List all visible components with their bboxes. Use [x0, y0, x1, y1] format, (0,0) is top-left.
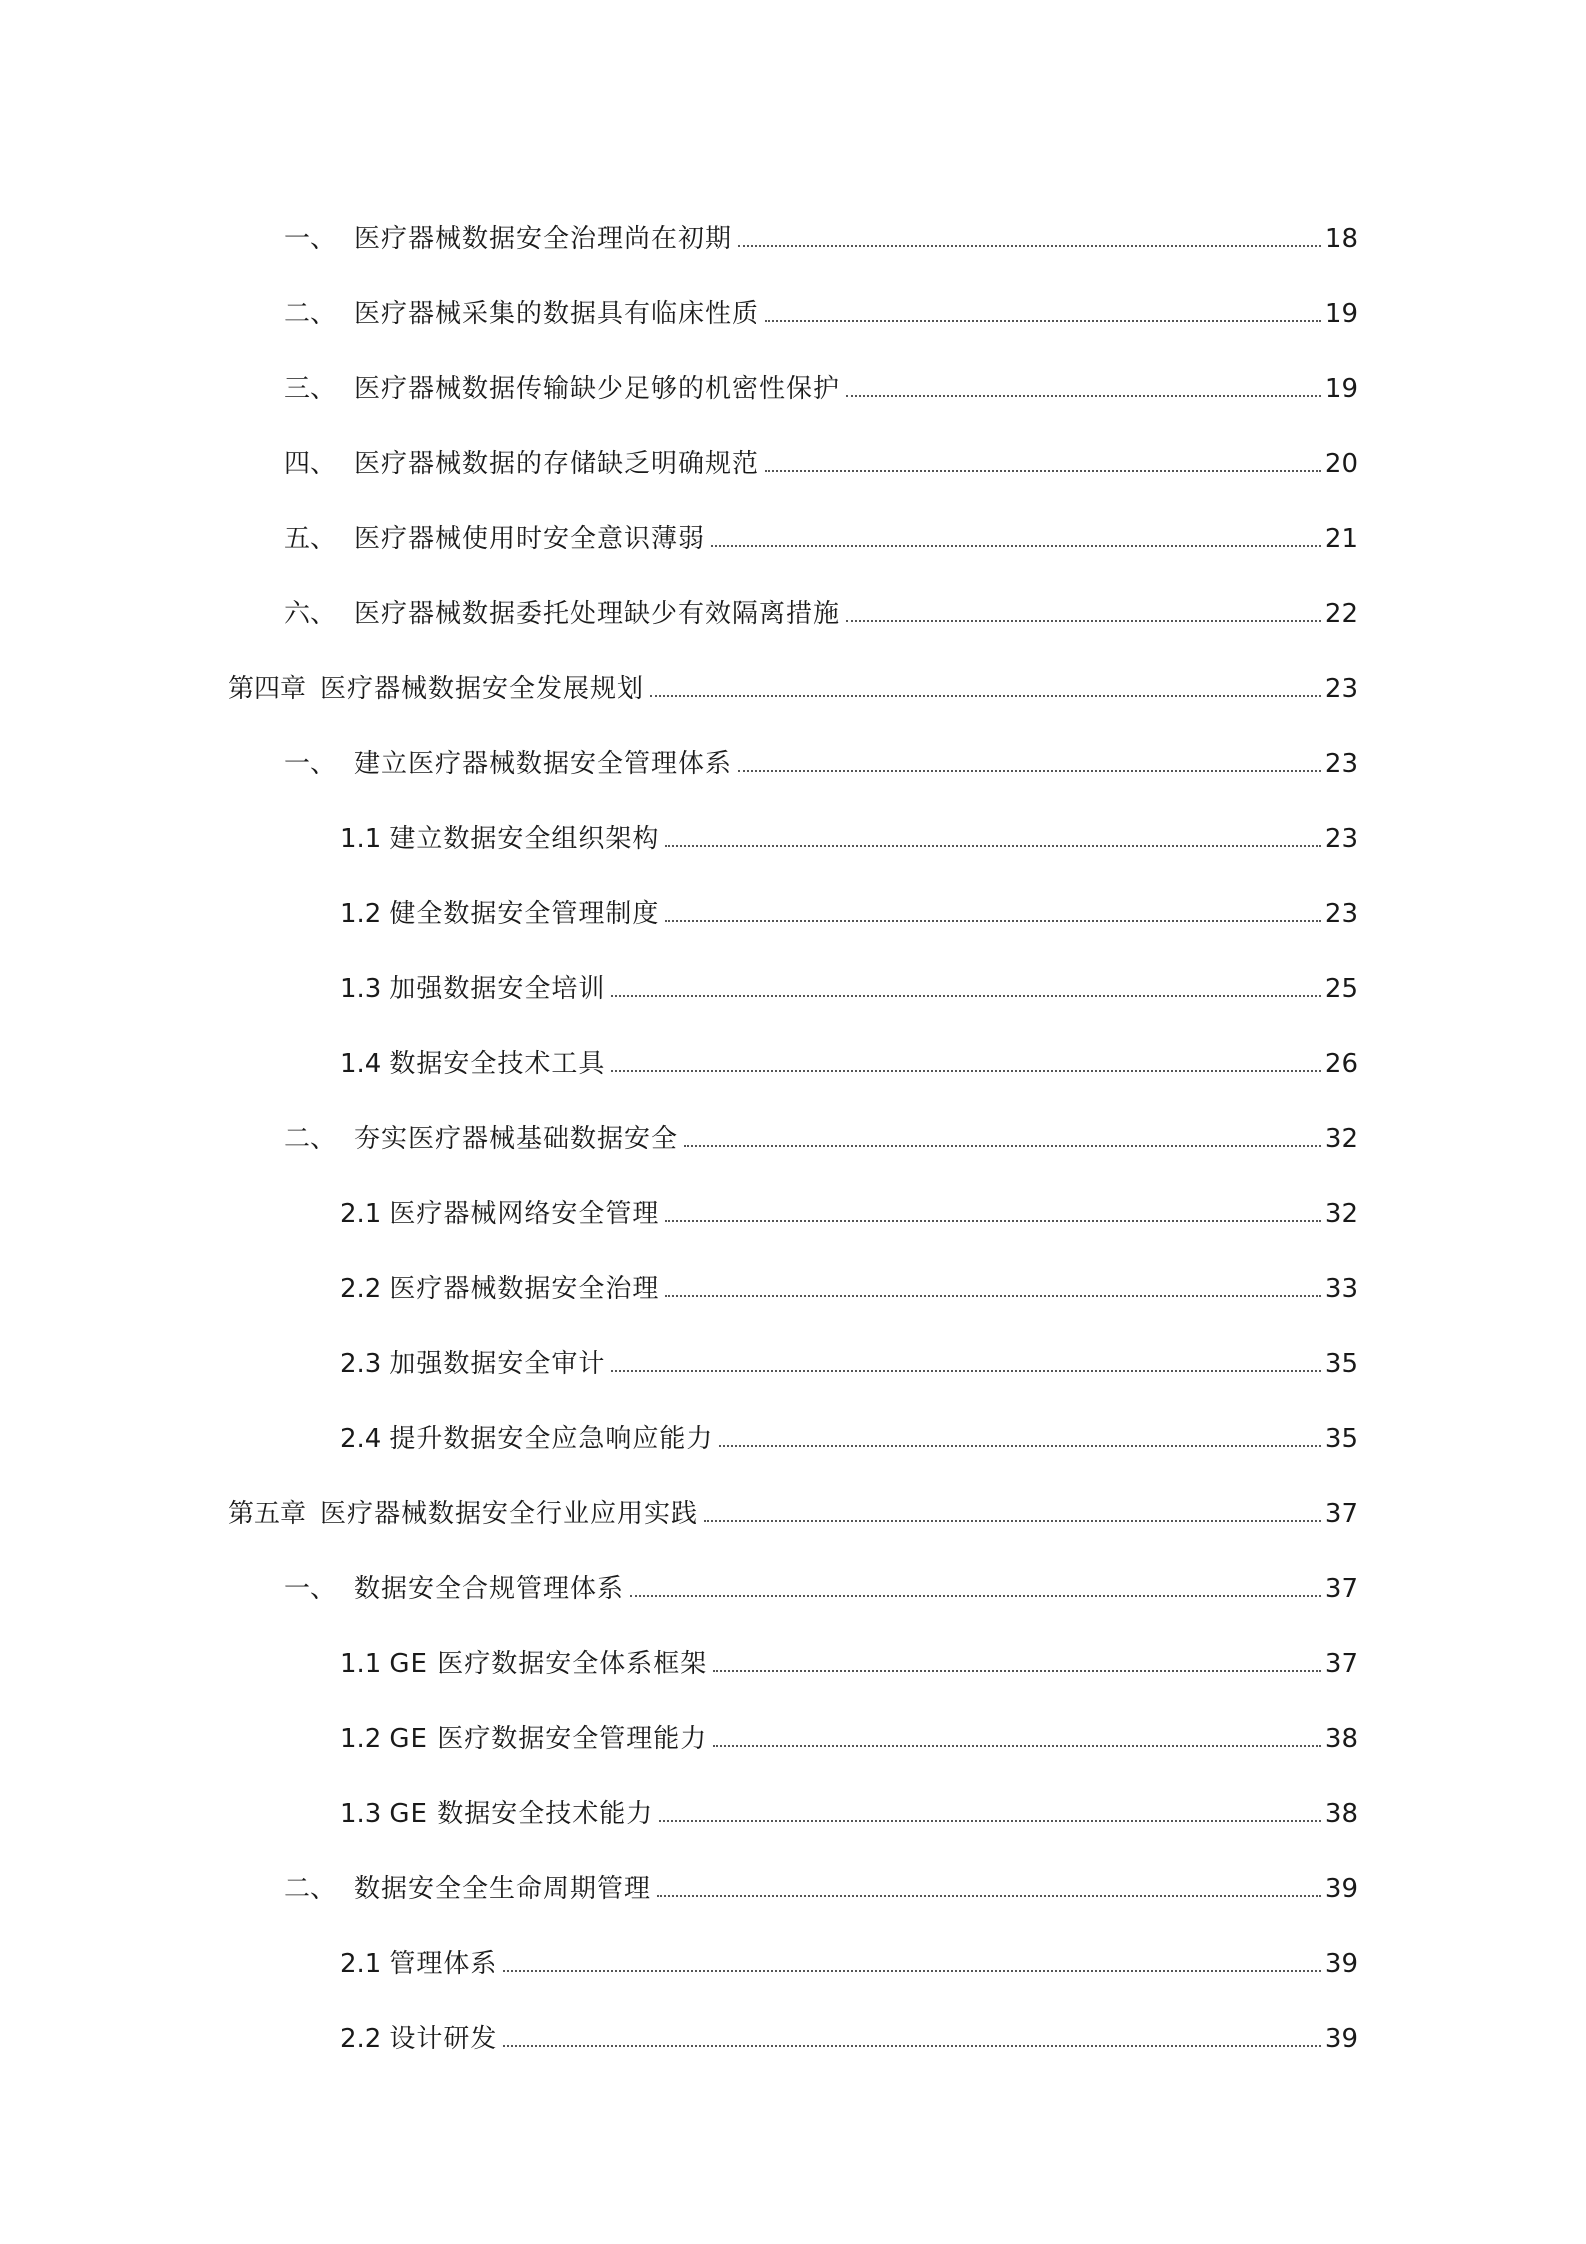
toc-entry-number: 一、 — [284, 224, 337, 254]
toc-subentry-number: 1.2 — [340, 899, 382, 929]
toc-entry-page: 22 — [1324, 599, 1358, 629]
toc-entry[interactable] — [0, 437, 1586, 512]
toc-entry-number: 二、 — [284, 1874, 337, 1904]
toc-subentry-title: 医疗器械网络安全管理 — [389, 1199, 660, 1229]
toc-entry[interactable] — [0, 737, 1586, 812]
toc-entry[interactable] — [0, 287, 1586, 362]
toc-entry-number: 三、 — [284, 374, 337, 404]
toc-subentry-number: 2.1 — [340, 1949, 382, 1979]
toc-entry[interactable] — [0, 512, 1586, 587]
toc-subentry[interactable] — [0, 1937, 1586, 2012]
toc-entry-page: 23 — [1324, 749, 1358, 779]
toc-subentry-number: 2.2 — [340, 1274, 382, 1304]
toc-subentry[interactable] — [0, 1037, 1586, 1112]
toc-entry-page: 18 — [1324, 224, 1358, 254]
toc-subentry-title: 加强数据安全培训 — [389, 974, 606, 1004]
toc-subentry[interactable] — [0, 812, 1586, 887]
toc-leader-dots — [503, 1970, 1321, 1972]
toc-leader-dots — [611, 995, 1321, 997]
toc-leader-dots — [665, 845, 1321, 847]
toc-entry-page: 26 — [1324, 1049, 1358, 1079]
toc-entry-title: 医疗器械数据的存储缺乏明确规范 — [354, 449, 760, 479]
toc-entry-page: 35 — [1324, 1349, 1358, 1379]
toc-entry-title: 数据安全全生命周期管理 — [354, 1874, 652, 1904]
toc-entry-page: 35 — [1324, 1424, 1358, 1454]
toc-entry-title: 医疗器械采集的数据具有临床性质 — [354, 299, 760, 329]
toc-subentry[interactable] — [0, 962, 1586, 1037]
toc-entry-number: 一、 — [284, 1574, 337, 1604]
toc-subentry-title: GE 数据安全技术能力 — [389, 1799, 654, 1829]
toc-entry-page: 39 — [1324, 1949, 1358, 1979]
toc-entry[interactable] — [0, 212, 1586, 287]
toc-entry-page: 23 — [1324, 824, 1358, 854]
toc-subentry-title: 设计研发 — [389, 2024, 498, 2054]
toc-leader-dots — [719, 1445, 1321, 1447]
toc-subentry-title: 医疗器械数据安全治理 — [389, 1274, 660, 1304]
toc-entry-page: 23 — [1324, 674, 1358, 704]
toc-leader-dots — [659, 1820, 1321, 1822]
toc-subentry-title: 加强数据安全审计 — [389, 1349, 606, 1379]
toc-entry-page: 32 — [1324, 1199, 1358, 1229]
toc-entry[interactable] — [0, 1862, 1586, 1937]
toc-chapter-number: 第五章 — [228, 1499, 307, 1529]
toc-entry-title: 数据安全合规管理体系 — [354, 1574, 625, 1604]
toc-subentry[interactable] — [0, 1712, 1586, 1787]
toc-entry-title: 医疗器械数据安全治理尚在初期 — [354, 224, 733, 254]
toc-entry-page: 39 — [1324, 2024, 1358, 2054]
toc-entry[interactable] — [0, 1112, 1586, 1187]
toc-subentry[interactable] — [0, 1787, 1586, 1862]
toc-entry-title: 建立医疗器械数据安全管理体系 — [354, 749, 733, 779]
toc-subentry-number: 1.3 — [340, 1799, 382, 1829]
toc-entry-title: 夯实医疗器械基础数据安全 — [354, 1124, 679, 1154]
toc-entry[interactable] — [0, 587, 1586, 662]
toc-chapter-title: 医疗器械数据安全行业应用实践 — [320, 1499, 699, 1529]
toc-entry-page: 19 — [1324, 299, 1358, 329]
toc-entry-page: 21 — [1324, 524, 1358, 554]
toc-entry-number: 二、 — [284, 1124, 337, 1154]
toc-subentry-number: 1.3 — [340, 974, 382, 1004]
toc-subentry[interactable] — [0, 1337, 1586, 1412]
toc-subentry-title: 提升数据安全应急响应能力 — [389, 1424, 714, 1454]
toc-entry-number: 六、 — [284, 599, 337, 629]
toc-subentry[interactable] — [0, 1262, 1586, 1337]
toc-subentry-number: 2.1 — [340, 1199, 382, 1229]
toc-chapter-title: 医疗器械数据安全发展规划 — [320, 674, 645, 704]
toc-entry-page: 37 — [1324, 1574, 1358, 1604]
toc-entry-page: 38 — [1324, 1724, 1358, 1754]
toc-leader-dots — [650, 695, 1321, 697]
toc-subentry-number: 2.2 — [340, 2024, 382, 2054]
toc-subentry[interactable] — [0, 887, 1586, 962]
table-of-contents — [0, 212, 1586, 2087]
toc-subentry-title: GE 医疗数据安全管理能力 — [389, 1724, 708, 1754]
toc-entry-number: 五、 — [284, 524, 337, 554]
toc-leader-dots — [665, 1295, 1321, 1297]
toc-entry-number: 一、 — [284, 749, 337, 779]
toc-subentry-number: 2.3 — [340, 1349, 382, 1379]
toc-subentry-title: 建立数据安全组织架构 — [389, 824, 660, 854]
toc-entry-number: 四、 — [284, 449, 337, 479]
toc-chapter-number: 第四章 — [228, 674, 307, 704]
toc-chapter-entry[interactable] — [0, 662, 1586, 737]
toc-leader-dots — [665, 920, 1321, 922]
toc-entry-title: 医疗器械数据委托处理缺少有效隔离措施 — [354, 599, 841, 629]
toc-entry-page: 38 — [1324, 1799, 1358, 1829]
toc-subentry-number: 1.4 — [340, 1049, 382, 1079]
toc-leader-dots — [503, 2045, 1321, 2047]
toc-leader-dots — [611, 1070, 1321, 1072]
toc-subentry-number: 1.1 — [340, 1649, 382, 1679]
toc-entry-page: 37 — [1324, 1649, 1358, 1679]
toc-entry-page: 19 — [1324, 374, 1358, 404]
toc-leader-dots — [665, 1220, 1321, 1222]
toc-leader-dots — [630, 1595, 1321, 1597]
toc-leader-dots — [765, 470, 1321, 472]
toc-leader-dots — [765, 320, 1321, 322]
toc-chapter-entry[interactable] — [0, 1487, 1586, 1562]
toc-leader-dots — [684, 1145, 1321, 1147]
toc-leader-dots — [713, 1745, 1321, 1747]
toc-entry[interactable] — [0, 362, 1586, 437]
toc-leader-dots — [738, 770, 1321, 772]
toc-entry-page: 32 — [1324, 1124, 1358, 1154]
toc-leader-dots — [713, 1670, 1321, 1672]
toc-subentry-title: 管理体系 — [389, 1949, 498, 1979]
toc-entry-page: 33 — [1324, 1274, 1358, 1304]
toc-subentry-title: 健全数据安全管理制度 — [389, 899, 660, 929]
toc-entry-page: 39 — [1324, 1874, 1358, 1904]
toc-entry-title: 医疗器械使用时安全意识薄弱 — [354, 524, 706, 554]
toc-entry[interactable] — [0, 1562, 1586, 1637]
toc-leader-dots — [611, 1370, 1321, 1372]
toc-leader-dots — [846, 620, 1321, 622]
toc-subentry-number: 2.4 — [340, 1424, 382, 1454]
toc-subentry[interactable] — [0, 2012, 1586, 2087]
toc-subentry[interactable] — [0, 1187, 1586, 1262]
toc-entry-page: 20 — [1324, 449, 1358, 479]
toc-subentry[interactable] — [0, 1412, 1586, 1487]
toc-entry-page: 25 — [1324, 974, 1358, 1004]
toc-subentry-title: 数据安全技术工具 — [389, 1049, 606, 1079]
toc-entry-number: 二、 — [284, 299, 337, 329]
toc-leader-dots — [711, 545, 1321, 547]
toc-entry-title: 医疗器械数据传输缺少足够的机密性保护 — [354, 374, 841, 404]
toc-entry-page: 23 — [1324, 899, 1358, 929]
toc-leader-dots — [846, 395, 1321, 397]
toc-leader-dots — [657, 1895, 1321, 1897]
toc-leader-dots — [738, 245, 1321, 247]
toc-subentry-number: 1.2 — [340, 1724, 382, 1754]
toc-subentry-title: GE 医疗数据安全体系框架 — [389, 1649, 708, 1679]
toc-entry-page: 37 — [1324, 1499, 1358, 1529]
toc-subentry[interactable] — [0, 1637, 1586, 1712]
toc-subentry-number: 1.1 — [340, 824, 382, 854]
toc-leader-dots — [704, 1520, 1321, 1522]
